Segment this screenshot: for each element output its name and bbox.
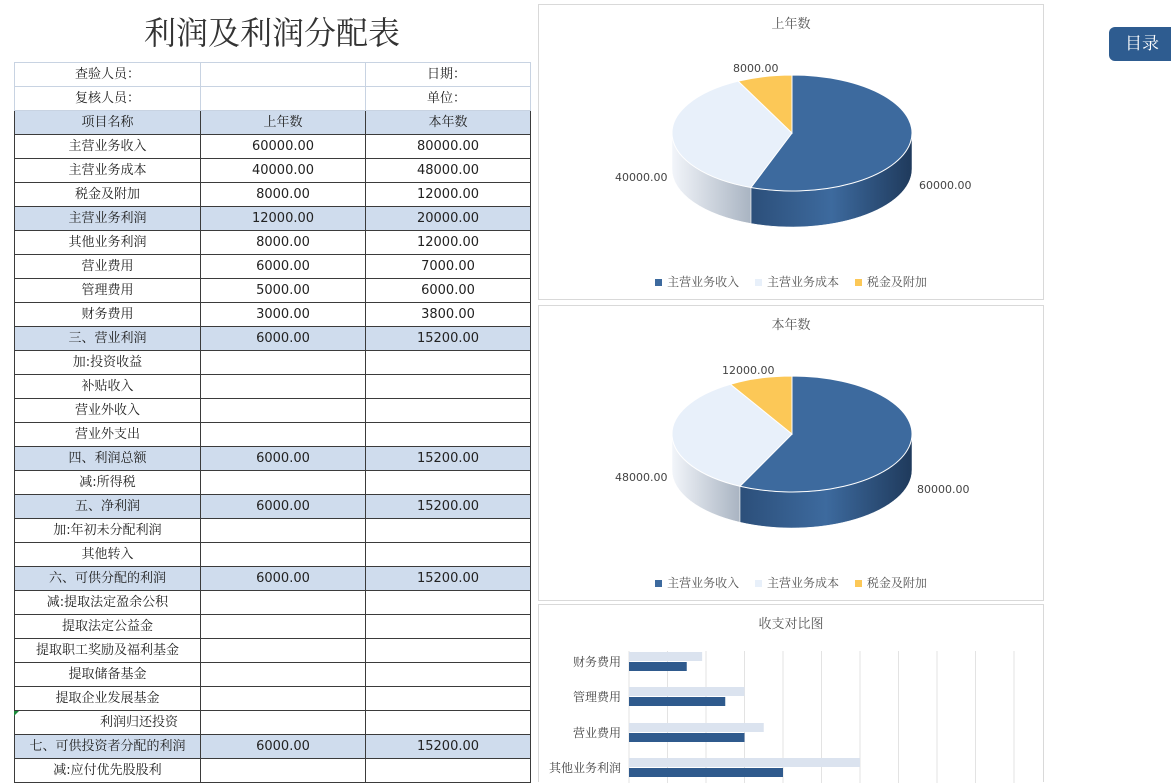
row-prev-value[interactable] (201, 375, 366, 399)
table-row (15, 615, 531, 639)
cell-note-marker (14, 711, 19, 716)
meta-row-checker (15, 63, 531, 87)
bar-category-label: 营业费用 (572, 726, 621, 740)
pie-curr-svg (539, 306, 1045, 602)
row-curr-value[interactable] (366, 687, 531, 711)
row-prev-value[interactable] (201, 399, 366, 423)
chart-prev-year[interactable] (538, 4, 1044, 300)
row-curr-value[interactable] (366, 711, 531, 735)
legend-swatch (855, 580, 862, 587)
row-curr-value[interactable]: 3800.00 (366, 303, 531, 327)
row-curr-value[interactable] (366, 399, 531, 423)
row-prev-value[interactable]: 5000.00 (201, 279, 366, 303)
legend-text: 税金及附加 (866, 275, 927, 289)
table-row (15, 255, 531, 279)
checker-label: 查验人员： (15, 63, 201, 87)
pie-prev-label-cost: 40000.00 (615, 171, 668, 184)
header-item-name: 项目名称 (15, 111, 201, 135)
bar-curr-year (629, 768, 783, 777)
pie-prev-label-tax: 8000.00 (733, 62, 779, 75)
bar-prev-year (629, 652, 702, 661)
bar-category-label: 财务费用 (572, 655, 621, 669)
table-row (15, 711, 531, 735)
legend-swatch (755, 279, 762, 286)
bar-prev-year (629, 687, 745, 696)
row-prev-value[interactable]: 6000.00 (201, 255, 366, 279)
chart-curr-year[interactable] (538, 305, 1044, 601)
chart-prev-title: 上年数 (771, 17, 811, 32)
row-item-name[interactable]: 加:年初未分配利润 (15, 519, 201, 543)
header-curr-year: 本年数 (366, 111, 531, 135)
row-prev-value[interactable] (201, 543, 366, 567)
table-row (15, 519, 531, 543)
row-curr-value[interactable] (366, 375, 531, 399)
bar-category-label: 管理费用 (572, 690, 621, 704)
table-row (15, 471, 531, 495)
legend-text: 主营业务成本 (766, 576, 839, 590)
table-row (15, 447, 531, 471)
table-row (15, 351, 531, 375)
row-prev-value[interactable]: 6000.00 (201, 567, 366, 591)
table-row (15, 567, 531, 591)
legend-item-revenue (655, 574, 739, 591)
row-curr-value[interactable]: 15200.00 (366, 327, 531, 351)
row-prev-value[interactable] (201, 351, 366, 375)
table-row (15, 735, 531, 759)
legend-item-cost (755, 574, 839, 591)
pie-curr-label-cost: 48000.00 (615, 471, 668, 484)
row-item-name[interactable]: 补贴收入 (15, 375, 201, 399)
row-item-name[interactable]: 税金及附加 (15, 183, 201, 207)
table-row (15, 231, 531, 255)
checker-input-cell[interactable] (201, 63, 366, 87)
table-row (15, 303, 531, 327)
pie-prev-label-revenue: 60000.00 (919, 179, 972, 192)
row-item-name[interactable]: 营业外支出 (15, 423, 201, 447)
row-curr-value[interactable]: 12000.00 (366, 231, 531, 255)
row-curr-value[interactable] (366, 759, 531, 783)
row-curr-value[interactable]: 80000.00 (366, 135, 531, 159)
row-prev-value[interactable]: 40000.00 (201, 159, 366, 183)
bar-prev-year (629, 723, 764, 732)
legend-text: 主营业务收入 (667, 576, 740, 590)
legend-swatch (655, 580, 662, 587)
row-item-name[interactable]: 提取储备基金 (15, 663, 201, 687)
legend-text: 税金及附加 (866, 576, 927, 590)
row-item-name[interactable]: 提取职工奖励及福利基金 (15, 639, 201, 663)
row-curr-value[interactable]: 15200.00 (366, 567, 531, 591)
table-row (15, 759, 531, 783)
row-prev-value[interactable]: 60000.00 (201, 135, 366, 159)
row-curr-value[interactable] (366, 663, 531, 687)
row-prev-value[interactable] (201, 591, 366, 615)
legend-item-revenue (655, 273, 739, 290)
sheet-title: 利润及利润分配表 (143, 14, 400, 52)
table-row (15, 663, 531, 687)
row-item-name[interactable]: 五、净利润 (15, 495, 201, 519)
pie-curr-legend (539, 574, 1043, 591)
legend-swatch (755, 580, 762, 587)
meta-row-reviewer (15, 87, 531, 111)
row-item-name[interactable]: 主营业务成本 (15, 159, 201, 183)
date-label: 日期： (366, 63, 531, 87)
row-curr-value[interactable]: 20000.00 (366, 207, 531, 231)
row-item-name[interactable]: 减:应付优先股股利 (15, 759, 201, 783)
legend-text: 主营业务成本 (766, 275, 839, 289)
row-prev-value[interactable] (201, 687, 366, 711)
profit-table (14, 62, 531, 783)
row-item-name[interactable]: 营业费用 (15, 255, 201, 279)
row-prev-value[interactable]: 6000.00 (201, 495, 366, 519)
bar-category-label: 其他业务利润 (548, 761, 621, 775)
row-prev-value[interactable] (201, 615, 366, 639)
row-prev-value[interactable]: 6000.00 (201, 447, 366, 471)
row-item-name[interactable]: 七、可供投资者分配的利润 (15, 735, 201, 759)
toc-button[interactable]: 目录 (1109, 27, 1171, 61)
chart-curr-title: 本年数 (771, 318, 811, 333)
row-prev-value[interactable]: 12000.00 (201, 207, 366, 231)
row-curr-value[interactable]: 6000.00 (366, 279, 531, 303)
row-item-name[interactable]: 三、营业利润 (15, 327, 201, 351)
legend-item-tax (855, 574, 927, 591)
row-prev-value[interactable]: 6000.00 (201, 735, 366, 759)
table-row (15, 687, 531, 711)
pie-prev-svg (539, 5, 1045, 301)
table-row (15, 327, 531, 351)
row-prev-value[interactable] (201, 471, 366, 495)
row-item-name[interactable]: 其他业务利润 (15, 231, 201, 255)
reviewer-label: 复核人员： (15, 87, 201, 111)
bar-prev-year (629, 758, 860, 767)
legend-swatch (655, 279, 662, 286)
header-prev-year: 上年数 (201, 111, 366, 135)
legend-item-tax (855, 273, 927, 290)
row-prev-value[interactable] (201, 711, 366, 735)
row-item-name[interactable]: 减:提取法定盈余公积 (15, 591, 201, 615)
row-curr-value[interactable] (366, 591, 531, 615)
table-row (15, 279, 531, 303)
row-prev-value[interactable] (201, 663, 366, 687)
row-curr-value[interactable] (366, 543, 531, 567)
row-item-name[interactable]: 提取企业发展基金 (15, 687, 201, 711)
table-row (15, 399, 531, 423)
row-item-name[interactable]: 其他转入 (15, 543, 201, 567)
row-item-name[interactable]: 加:投资收益 (15, 351, 201, 375)
table-row (15, 423, 531, 447)
reviewer-input-cell[interactable] (201, 87, 366, 111)
table-row (15, 639, 531, 663)
legend-text: 主营业务收入 (667, 275, 740, 289)
row-item-name[interactable]: 四、利润总额 (15, 447, 201, 471)
pie-curr-label-tax: 12000.00 (722, 364, 775, 377)
chart-income-expense[interactable] (538, 604, 1044, 782)
row-prev-value[interactable]: 8000.00 (201, 183, 366, 207)
pie-curr-label-revenue: 80000.00 (917, 483, 970, 496)
row-curr-value[interactable]: 15200.00 (366, 447, 531, 471)
row-prev-value[interactable] (201, 639, 366, 663)
row-curr-value[interactable]: 12000.00 (366, 183, 531, 207)
table-row (15, 207, 531, 231)
row-curr-value[interactable] (366, 423, 531, 447)
table-row (15, 591, 531, 615)
row-item-name[interactable]: 主营业务收入 (15, 135, 201, 159)
row-curr-value[interactable] (366, 351, 531, 375)
table-row (15, 495, 531, 519)
row-item-name[interactable]: 营业外收入 (15, 399, 201, 423)
pie-prev-legend (539, 273, 1043, 290)
row-item-name[interactable]: 减:所得税 (15, 471, 201, 495)
unit-label: 单位： (366, 87, 531, 111)
table-row (15, 183, 531, 207)
row-item-name[interactable]: 六、可供分配的利润 (15, 567, 201, 591)
row-item-name[interactable]: 管理费用 (15, 279, 201, 303)
row-curr-value[interactable]: 15200.00 (366, 735, 531, 759)
legend-item-cost (755, 273, 839, 290)
row-curr-value[interactable]: 15200.00 (366, 495, 531, 519)
legend-swatch (855, 279, 862, 286)
bar-curr-year (629, 733, 745, 742)
bar-curr-year (629, 697, 725, 706)
row-item-name[interactable]: 提取法定公益金 (15, 615, 201, 639)
row-item-name[interactable]: 利润归还投资 (15, 711, 201, 735)
row-curr-value[interactable] (366, 639, 531, 663)
row-prev-value[interactable] (201, 759, 366, 783)
row-curr-value[interactable] (366, 615, 531, 639)
row-prev-value[interactable] (201, 423, 366, 447)
row-curr-value[interactable]: 48000.00 (366, 159, 531, 183)
table-row (15, 375, 531, 399)
row-curr-value[interactable] (366, 519, 531, 543)
row-item-name[interactable]: 主营业务利润 (15, 207, 201, 231)
row-item-name[interactable]: 财务费用 (15, 303, 201, 327)
header-row (15, 111, 531, 135)
chart-bar-title: 收支对比图 (758, 617, 824, 632)
table-row (15, 543, 531, 567)
bar-curr-year (629, 662, 687, 671)
table-row (15, 135, 531, 159)
row-prev-value[interactable]: 3000.00 (201, 303, 366, 327)
row-prev-value[interactable] (201, 519, 366, 543)
row-prev-value[interactable]: 8000.00 (201, 231, 366, 255)
row-curr-value[interactable]: 7000.00 (366, 255, 531, 279)
row-prev-value[interactable]: 6000.00 (201, 327, 366, 351)
row-curr-value[interactable] (366, 471, 531, 495)
table-row (15, 159, 531, 183)
